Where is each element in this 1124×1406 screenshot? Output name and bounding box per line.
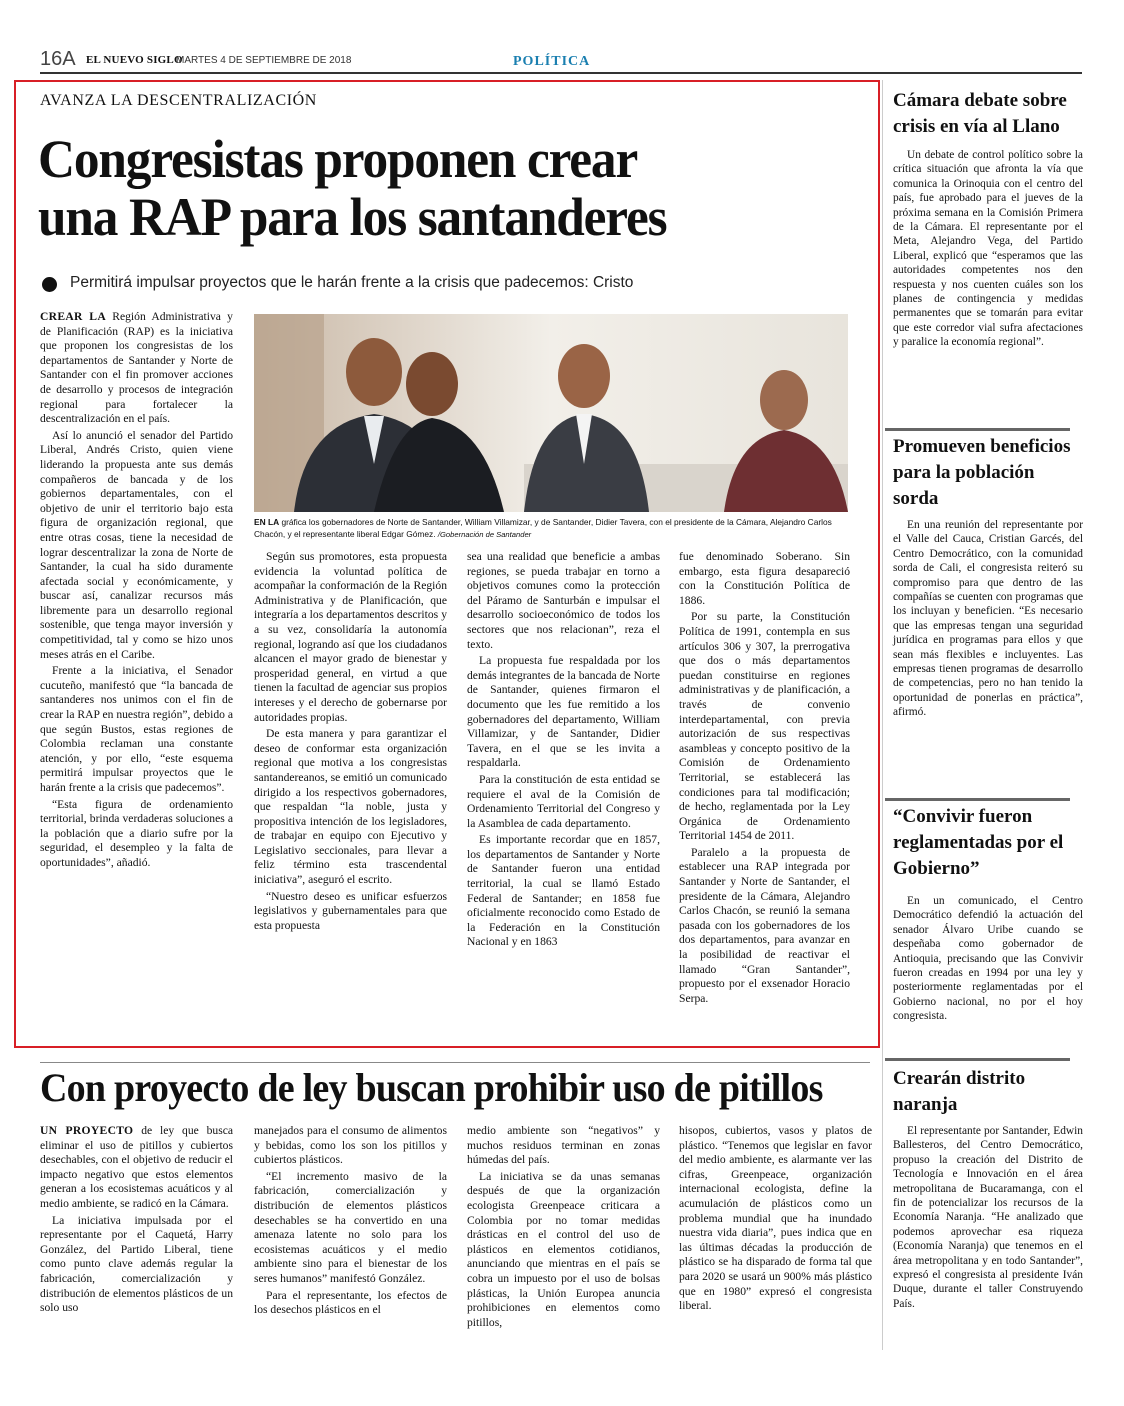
second-column-4: [679, 1124, 872, 1316]
paragraph: [40, 798, 233, 871]
paragraph-text: Para el representante, los efectos de los desechos plásticos en el: [254, 1288, 447, 1317]
paragraph-text: De esta manera y para garantizar el deseo de conformar esta organización regional que motiva a los congresistas santandereanos, se emitió un comunicado dirigido a los respectivos gobernadores, que respaldan “la noble, justa y propositiva intención de los legisladores, de trabajar en equipo con Ejecutivo y Legislativo seccionales, para llevar a feliz término esta trascendental iniciativa”, aseguró el escrito.: [254, 727, 447, 887]
paragraph: [254, 1124, 447, 1168]
paragraph: [679, 550, 850, 608]
page-number: 16A: [40, 48, 76, 70]
sidebar-body: [893, 148, 1083, 350]
paragraph-text: manejados para el consumo de alimentos y bebidas, como los son los pitillos y cubiertos plásticos.: [254, 1124, 447, 1167]
sidebar-rule: [885, 428, 1070, 431]
news-photo: [254, 314, 848, 512]
paragraph: [467, 833, 660, 950]
section-title: POLÍTICA: [513, 54, 591, 69]
paragraph-text: Por su parte, la Constitución Política de 1991, contempla en sus artículos 306 y 307, la prerrogativa que dos o más departamentos puedan constituirse en regiones administrativas y de planificación, a través de convenio interdepartamental, con previa autorización de sus respectivas asambleas y concepto positivo de la Comisión de Ordenamiento Territorial, se establecerá las condiciones para tal modificación; de hecho, reglamentada por la Ley Orgánica de Ordenamiento Territorial 1454 de 2011.: [679, 610, 850, 843]
caption-lead: EN LA: [254, 517, 280, 527]
newspaper-name: EL NUEVO SIGLO: [86, 54, 183, 66]
kicker: AVANZA LA DESCENTRALIZACIÓN: [40, 92, 317, 109]
bullet-icon: [42, 277, 57, 292]
paragraph: [254, 1289, 447, 1318]
story-divider: [40, 1062, 870, 1063]
paragraph-text: de ley que busca eliminar el uso de pitillos y cubiertos desechables, con el objetivo de reducir el impacto negativo que estos elementos generan a los ecosistemas acuáticos y al medio ambiente, se radicó en la Cámara.: [40, 1124, 234, 1210]
headline-line-1: Congresistas proponen crear: [38, 129, 638, 189]
photo-caption: [254, 516, 848, 541]
sidebar-text: En una reunión del representante por el Valle del Cauca, Cristian Garcés, del Centro Democrático, con la comunidad sorda de Cali, el congresista reiteró su compromiso para que dentro de las compañías se cuenten con programas que los incluyan y beneficien. “Es necesario que las empresas tengan una seguridad jurídica en programas para ellos y que sean más flexibles e incluyentes. Las empresas tienen programas de desarrollo de competencias, pero no han tenido la oportunidad de ponerlas en práctica”, afirmó.: [893, 519, 1083, 719]
paragraph-text: Según sus promotores, esta propuesta evidencia la voluntad política de acompañar la conformación de la Región Administrativa y de Planificación, que integraría a los departamentos descritos y a su vez, consolidaría la autonomía regional, logrando así que los ciudadanos alcancen el mayor grado de bienestar y prosperidad general, en virtud a que tienen la facultad de agenciar sus propios intereses y el derecho de gobernarse por autoridades propias.: [254, 550, 447, 724]
paragraph-text: medio ambiente son “negativos” y muchos residuos terminan en zonas húmedas del país.: [467, 1124, 660, 1167]
paragraph-text: La propuesta fue respaldada por los demás integrantes de la bancada de Norte de Santander, quienes firmaron el documento que les fue remitido a los gobernadores del departamento, William Villamizar, y de Santander, Didier Tavera, en el que se les invita a respaldarla.: [467, 654, 660, 770]
paragraph: [467, 550, 660, 652]
paragraph: [254, 727, 447, 888]
lead-in: UN PROYECTO: [40, 1124, 134, 1137]
paragraph-text: “Esta figura de ordenamiento territorial, brinda verdaderas soluciones a la población que a diario sufre por la seguridad, el desempleo y la falta de oportunidades”, añadió.: [40, 797, 233, 869]
paragraph: [467, 654, 660, 771]
sidebar-text: En un comunicado, el Centro Democrático defendió la actuación del senador Álvaro Uribe cuando se despeñaba como gobernador de Antioquia, precisando que las Convivir fueron creadas en 1994 por una ley y posteriormente reglamentadas por el Gobierno nacional, no por el hoy congresista.: [893, 895, 1083, 1023]
sidebar-text: Un debate de control político sobre la crítica situación que afronta la vía que comunica la Orinoquia con el centro del país, fue aprobado para el jueves de la próxima semana en la Comisión Primera de la Cámara. El representante por el Meta, Alejandro Vega, del Partido Liberal, explicó que “esperamos que las autoridades competentes nos den respuesta y nos cuenten cuáles son los planes de contingencia y medidas permanentes que se tomarán para evitar que este corredor vial sufra afectaciones y paralice la economía regional”.: [893, 149, 1083, 349]
second-headline: Con proyecto de ley buscan prohibir uso de pitillos: [40, 1065, 823, 1110]
sidebar-rule: [885, 798, 1070, 801]
headline-line-2: una RAP para los santanderes: [38, 187, 667, 247]
sidebar-headline: Crearán distrito naranja: [893, 1068, 1026, 1115]
paragraph-text: Frente a la iniciativa, el Senador cucuteño, manifestó que “la bancada de santanderes nos unimos con el fin de crear la RAP en nuestra región”, debido a que según Bustos, estas regiones de Colombia reclaman una constante atención, y por ello, “este esquema permitirá impulsar proyectos que le harán frente a la crisis que padecemos”.: [40, 664, 233, 794]
sidebar-body: [893, 1124, 1083, 1311]
paragraph: [254, 1170, 447, 1287]
paragraph: [254, 890, 447, 934]
paragraph-text: Para la constitución de esta entidad se requiere el aval de la Comisión de Ordenamiento Territorial del Congreso y la Asamblea de cada departamento.: [467, 772, 660, 830]
sidebar-headline: “Convivir fueron reglamentadas por el Gobierno”: [893, 806, 1064, 879]
paragraph-text: Es importante recordar que en 1857, los departamentos de Santander y Norte de Santander fueron una entidad territorial, la cual se llamó Estado Federal de Santander; en 1858 fue oficialmente reconocido como Estado de la Federación en la Constitución Nacional y en 1863: [467, 833, 660, 949]
caption-text: gráfica los gobernadores de Norte de Santander, William Villamizar, y de Santander, Didier Tavera, con el presidente de la Cámara, Alejandro Carlos Chacón, y el representante liberal Edgar Gómez.: [254, 517, 832, 539]
paragraph: [467, 1124, 660, 1168]
header-rule: [40, 72, 1082, 74]
sidebar-headline: Promueven beneficios para la población sorda: [893, 436, 1071, 509]
paragraph-text: La iniciativa se da unas semanas después de que la organización ecologista Greenpeace criticara a Colombia por no tomar medidas drásticas en el control del uso de plásticos en elementos cotidianos, anunciando que mientras en el país se cobra un impuesto por el uso de bolsas plásticas, la Unión Europea anuncia prohibiciones en elementos como pitillos,: [467, 1169, 660, 1329]
sidebar-headline: Cámara debate sobre crisis en vía al Llano: [893, 90, 1067, 137]
main-column-4: [679, 550, 850, 1008]
sidebar-text: El representante por Santander, Edwin Ballesteros, del Centro Democrático, propuso la creación del Distrito de Tecnología e Innovación en el área metropolitana de Bucaramanga, con el fin de potencializar los recursos de la Economía Naranja. “He analizado que podemos aprovechar esa riqueza (Economía Naranja) que tenemos en el área metropolitana y en todo Santander”, expresó el congresista al presidente Iván Duque, durante el taller Construyendo País.: [893, 1125, 1083, 1310]
sidebar-body: [893, 894, 1083, 1024]
paragraph: [679, 1124, 872, 1314]
paragraph-text: “Nuestro deseo es unificar esfuerzos legislativos y gubernamentales para que esta propuesta: [254, 889, 447, 932]
paragraph: [467, 773, 660, 831]
paragraph-text: La iniciativa impulsada por el representante por el Caquetá, Harry González, del Partido Liberal, tiene como punto clave además regular la fabricación, comercialización y distribución de elementos plásticos de un solo uso: [40, 1213, 233, 1315]
second-column-2: [254, 1124, 447, 1320]
paragraph-text: sea una realidad que beneficie a ambas regiones, se pueda trabajar en torno a objetivos comunes como la protección del Páramo de Santurbán e impulsar el desarrollo socioeconómico de todos los sectores que nos relacionan”, reza el texto.: [467, 550, 660, 651]
sidebar-body: [893, 518, 1083, 720]
paragraph-text: Paralelo a la propuesta de establecer una RAP integrada por Santander y Norte de Santander, el presidente de la Cámara, Alejandro Carlos Chacón, se reunió la semana pasada con los gobernadores de los dos departamentos, para avanzar en la posibilidad de reactivar el llamado “Gran Santander”, propuesto por el exsenador Horacio Serpa.: [679, 845, 850, 1005]
paragraph-text: Región Administrativa y de Planificación (RAP) es la iniciativa que proponen los congresistas de los departamentos de Santander y Norte de Santander con el fin promover acciones de desarrollo y procesos de integración regional para fortalecer la descentralización en el país.: [40, 310, 233, 426]
paragraph: [40, 1214, 233, 1316]
paragraph: [467, 1170, 660, 1331]
paragraph: [40, 1124, 233, 1212]
paragraph: [679, 846, 850, 1007]
paragraph-text: hisopos, cubiertos, vasos y platos de plástico. “Tenemos que legislar en favor del medio ambiente, es alarmante ver las cifras, Greenpeace, organización internacional ecologista, define la acumulación de plásticos como un problema mundial que ha inundado nuestra vida diaria”, pues indica que en las últimas décadas la producción de plástico se ha disparado de forma tal que para 2020 se usará un 900% más plástico que en 1980” expresó el congresista liberal.: [679, 1124, 872, 1313]
second-column-3: [467, 1124, 660, 1332]
issue-date: MARTES 4 DE SEPTIEMBRE DE 2018: [176, 55, 352, 66]
sidebar-rule: [885, 1058, 1070, 1061]
caption-credit: /Gobernación de Santander: [437, 530, 532, 539]
main-column-1: [40, 310, 233, 873]
paragraph-text: “El incremento masivo de la fabricación, comercialización y distribución de elementos plásticos desechables se ha convertido en una amenaza latente no solo para los ecosistemas acuáticos y el medio ambiente sino para el bienestar de los seres humanos” manifestó González.: [254, 1169, 447, 1285]
paragraph: [254, 550, 447, 725]
headline: [38, 130, 817, 246]
paragraph: [679, 610, 850, 844]
second-column-1: [40, 1124, 233, 1318]
sidebar-divider: [882, 80, 883, 1350]
main-column-3: [467, 550, 660, 952]
meeting-photo-illustration: [254, 314, 848, 512]
main-column-2: [254, 550, 447, 935]
paragraph-text: Así lo anunció el senador del Partido Liberal, Andrés Cristo, quien viene liderando la propuesta ante sus demás compañeros de bancada y de los gobiernos departamentales, con el objetivo de unir el territorio bajo esta figura de organización regional, que entre otras cosas, tiene la necesidad de lograr descentralizar la zona de Norte de Santander, la cual ha sido duramente afectada social y económicamente, y buscar así, canalizar recursos más libremente para un desarrollo regional sostenible, que tenga mayor inversión y competitividad, tal y como se hizo unos meses atrás en el Caribe.: [40, 428, 233, 661]
paragraph: [40, 310, 233, 427]
deck: Permitirá impulsar proyectos que le harán frente a la crisis que padecemos: Cristo: [70, 274, 634, 291]
paragraph: [40, 429, 233, 663]
paragraph: [40, 664, 233, 795]
lead-in: CREAR LA: [40, 310, 106, 323]
paragraph-text: fue denominado Soberano. Sin embargo, esta figura desapareció con la Constitución Política de 1886.: [679, 550, 850, 607]
